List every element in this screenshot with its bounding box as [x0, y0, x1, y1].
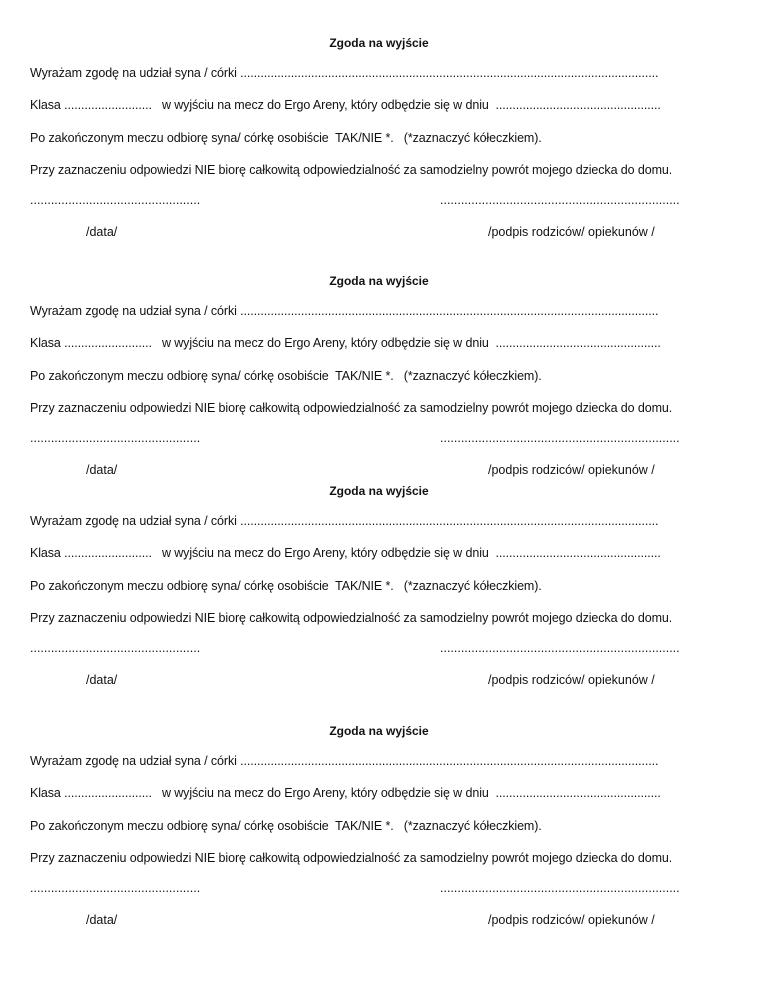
form-title: Zgoda na wyjście	[329, 274, 429, 288]
pickup-line: Po zakończonym meczu odbiorę syna/ córkę osobiście TAK/NIE *. (*zaznaczyć kółeczkiem).	[30, 131, 542, 145]
date-caption: /data/	[86, 225, 118, 239]
date-caption: /data/	[86, 913, 118, 927]
date-field: .................................................	[30, 881, 201, 895]
date-field: .................................................	[30, 431, 201, 445]
signature-field: .....................................................................	[440, 193, 680, 207]
class-date-line: Klasa .......................... w wyjściu na mecz do Ergo Areny, który odbędzie się w dniu .................................................	[30, 546, 661, 560]
consent-form-3	[0, 484, 768, 714]
date-field: .................................................	[30, 641, 201, 655]
date-caption: /data/	[86, 673, 118, 687]
child-name-line: Wyrażam zgodę na udział syna / córki ............................................................................................................................	[30, 754, 659, 768]
class-date-line: Klasa .......................... w wyjściu na mecz do Ergo Areny, który odbędzie się w dniu .................................................	[30, 786, 661, 800]
form-title: Zgoda na wyjście	[329, 36, 429, 50]
signature-caption: /podpis rodziców/ opiekunów /	[488, 673, 655, 687]
child-name-line: Wyrażam zgodę na udział syna / córki ............................................................................................................................	[30, 304, 659, 318]
form-title: Zgoda na wyjście	[329, 484, 429, 498]
pickup-line: Po zakończonym meczu odbiorę syna/ córkę osobiście TAK/NIE *. (*zaznaczyć kółeczkiem).	[30, 369, 542, 383]
signature-caption: /podpis rodziców/ opiekunów /	[488, 225, 655, 239]
responsibility-line: Przy zaznaczeniu odpowiedzi NIE biorę całkowitą odpowiedzialność za samodzielny powrót mojego dziecka do domu.	[30, 851, 673, 865]
signature-field: .....................................................................	[440, 431, 680, 445]
pickup-line: Po zakończonym meczu odbiorę syna/ córkę osobiście TAK/NIE *. (*zaznaczyć kółeczkiem).	[30, 579, 542, 593]
consent-form-1	[0, 36, 768, 266]
signature-field: .....................................................................	[440, 641, 680, 655]
responsibility-line: Przy zaznaczeniu odpowiedzi NIE biorę całkowitą odpowiedzialność za samodzielny powrót mojego dziecka do domu.	[30, 401, 673, 415]
date-caption: /data/	[86, 463, 118, 477]
responsibility-line: Przy zaznaczeniu odpowiedzi NIE biorę całkowitą odpowiedzialność za samodzielny powrót mojego dziecka do domu.	[30, 611, 673, 625]
signature-caption: /podpis rodziców/ opiekunów /	[488, 913, 655, 927]
class-date-line: Klasa .......................... w wyjściu na mecz do Ergo Areny, który odbędzie się w dniu .................................................	[30, 336, 661, 350]
signature-field: .....................................................................	[440, 881, 680, 895]
consent-form-2	[0, 274, 768, 504]
pickup-line: Po zakończonym meczu odbiorę syna/ córkę osobiście TAK/NIE *. (*zaznaczyć kółeczkiem).	[30, 819, 542, 833]
date-field: .................................................	[30, 193, 201, 207]
responsibility-line: Przy zaznaczeniu odpowiedzi NIE biorę całkowitą odpowiedzialność za samodzielny powrót mojego dziecka do domu.	[30, 163, 673, 177]
child-name-line: Wyrażam zgodę na udział syna / córki ............................................................................................................................	[30, 514, 659, 528]
consent-form-4	[0, 724, 768, 954]
signature-caption: /podpis rodziców/ opiekunów /	[488, 463, 655, 477]
child-name-line: Wyrażam zgodę na udział syna / córki ............................................................................................................................	[30, 66, 659, 80]
class-date-line: Klasa .......................... w wyjściu na mecz do Ergo Areny, który odbędzie się w dniu .................................................	[30, 98, 661, 112]
form-title: Zgoda na wyjście	[329, 724, 429, 738]
